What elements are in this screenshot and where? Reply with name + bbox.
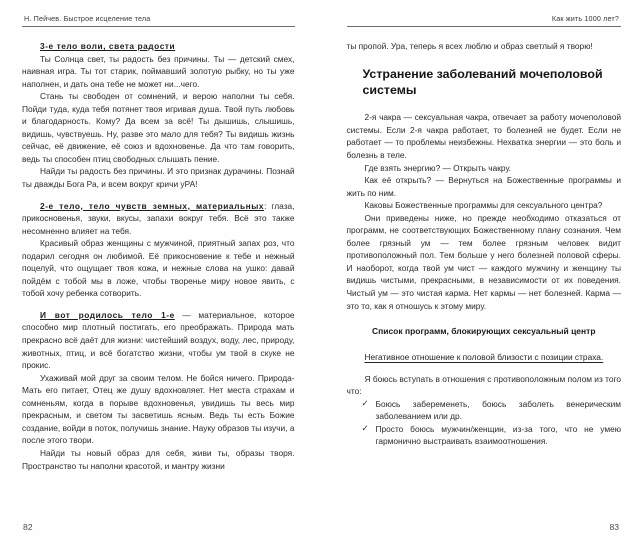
paragraph-8: Найди ты новый образ для себя, живи ты, образы творя. Пространство ты наполни красотой, и мантру жизни <box>22 447 295 471</box>
paragraph-2: Где взять энергию? — Открыть чакру. <box>364 162 512 173</box>
paragraph-2: Стань ты свободен от сомнений, и верою наполни ты себя. Пойди туда, куда тебя потянет твоя игривая душа. Твой путь любовь и благодарность. Кому? Да всем за всё! Ты дышишь, слышишь, видишь, чувствуешь. Ну, разве это мало для тебя? Ты видишь жизнь сейчас, её движение, её союз и вдохновенье. Да что там говорить, ведь ты способен птиц свободных слышать пение. <box>22 91 295 164</box>
page-right-body <box>347 40 622 448</box>
underlined-heading <box>347 351 622 364</box>
paragraph-1: Ты Солнца свет, ты радость без причины. Ты — детский смех, наивная игра. Ты тот старик, поймавший золотую рыбку, но ты уже наполнен, и дать она тебе не может ни...чего. <box>22 53 295 89</box>
list-item <box>347 398 622 423</box>
spacer-2 <box>22 300 295 309</box>
paragraph-4 <box>22 200 295 238</box>
paragraph-5: Красивый образ женщины с мужчиной, приятный запах роз, что подарил сегодня он любимой. Её прикосновение к тебе и нежный поцелуй, что ощущает твоя кожа, и нежные слова на ушко: давай пойдём с тобой мы в ложе, чтобы творенье миру новое явить, с тобой хочу ребенка сотворить. <box>22 238 295 299</box>
list-item-text: Просто боюсь мужчин/женщин, из-за того, что не умею гармонично выстраивать взаимоотношения. <box>375 423 621 447</box>
paragraph-4-text: : глаза, прикосновенья, звуки, вкусы, запахи вокруг тебя. Всё это также несомненно влияет на тебя. <box>22 200 295 236</box>
folio-right: 83 <box>609 522 619 532</box>
underlined-heading-text: Негативное отношение к половой близости с позиции страха. <box>364 351 604 362</box>
check-icon: ✓ <box>361 423 369 434</box>
paragraph-continuation: ты пропой. Ура, теперь я всех люблю и образ светлый я творю! <box>346 41 593 51</box>
subheading-program-list: Список программ, блокирующих сексуальный центр <box>371 326 596 337</box>
paragraph-5: Они приведены ниже, но прежде необходимо отказаться от программ, не соответствующих Божественному плану сознания. Чем более грязный ум — тем более грязным человек видит противоположный пол. Тем больше у него болезней половой сферы. И наоборот, когда твой ум чист — каждого мужчину и женщину ты видишь чистыми, прекрасными, в независимости от их поведения. Чистый ум — это чистая карма. Нет кармы — нет болезней. Карма — это то, как я отношусь к этому миру. <box>346 212 621 311</box>
check-icon: ✓ <box>361 398 369 409</box>
folio-left: 82 <box>23 522 33 532</box>
heading-third-body-text: 3-е тело воли, света радости <box>40 41 176 51</box>
paragraph-3: Найди ты радость без причины. И это признак дурачины. Познай ты дважды Бога Ра, и всем вокруг кричи уРА! <box>22 166 295 190</box>
list-item-text: Боюсь забеременеть, боюсь заболеть венерическим заболеванием или др. <box>375 398 621 422</box>
spacer-before-subheading <box>347 312 622 325</box>
paragraph-6: Я боюсь вступать в отношения с противоположным полом из того что: <box>346 373 621 397</box>
paragraph-6 <box>22 309 295 372</box>
list-item <box>347 423 622 448</box>
page-right <box>321 0 641 540</box>
running-head-left: Н. Пейчев. Быстрое исцеление тела <box>24 14 151 23</box>
spacer-before-intro <box>347 364 622 373</box>
paragraph-1: 2-я чакра — сексуальная чакра, отвечает за работу мочеполовой системы. Если 2-я чакра работает, то болезней не будет. Если не работает — то проблемы неизбежны. Нехватка энергии — это боль и болезнь в теле. <box>346 112 621 160</box>
page-left-body <box>22 40 295 472</box>
paragraph-7: Ухаживай мой друг за своим телом. Не бойся ничего. Природа-Мать его питает, Отец же душу вдохновляет. Нет места страхам и сомненьям, когда в порыве вдохновенья, увидишь ты весь мир прекрасным, и светом ты засветишь ясным. Ведь ты есть Божие создание, войди в поток, получишь знание. Науку образов ты изучи, а после этого твори. <box>22 372 295 446</box>
section-title: Устранение заболеваний мочеполовой системы <box>362 66 603 97</box>
running-head-right: Как жить 1000 лет? <box>551 14 619 23</box>
spacer-1 <box>22 191 295 200</box>
paragraph-6-text: — материальное, которое способно мир плотный постигать, его преображать. Природа мать прекрасно всё даёт для жизни: чистейший воздух, воду, лес, природу, животных, птиц, и всё богатство жизни, чтобы ум твой в скуке не прокис. <box>22 309 295 371</box>
heading-first-body-text: И вот родилось тело 1-е <box>40 309 175 320</box>
fear-program-list <box>347 398 622 448</box>
heading-second-body-text: 2-е тело, тело чувств земных, материальных <box>40 200 265 211</box>
paragraph-4: Каковы Божественные программы для сексуального центра? <box>364 200 603 211</box>
spacer-after-subheading <box>347 338 622 351</box>
header-rule-left <box>22 26 295 27</box>
paragraph-3: Как её открыть? — Вернуться на Божественные программы и жить по ним. <box>346 175 621 198</box>
header-rule-right <box>347 26 622 27</box>
spacer-after-title <box>347 98 622 111</box>
heading-third-body <box>22 40 295 53</box>
spacer-before-title <box>347 53 622 66</box>
